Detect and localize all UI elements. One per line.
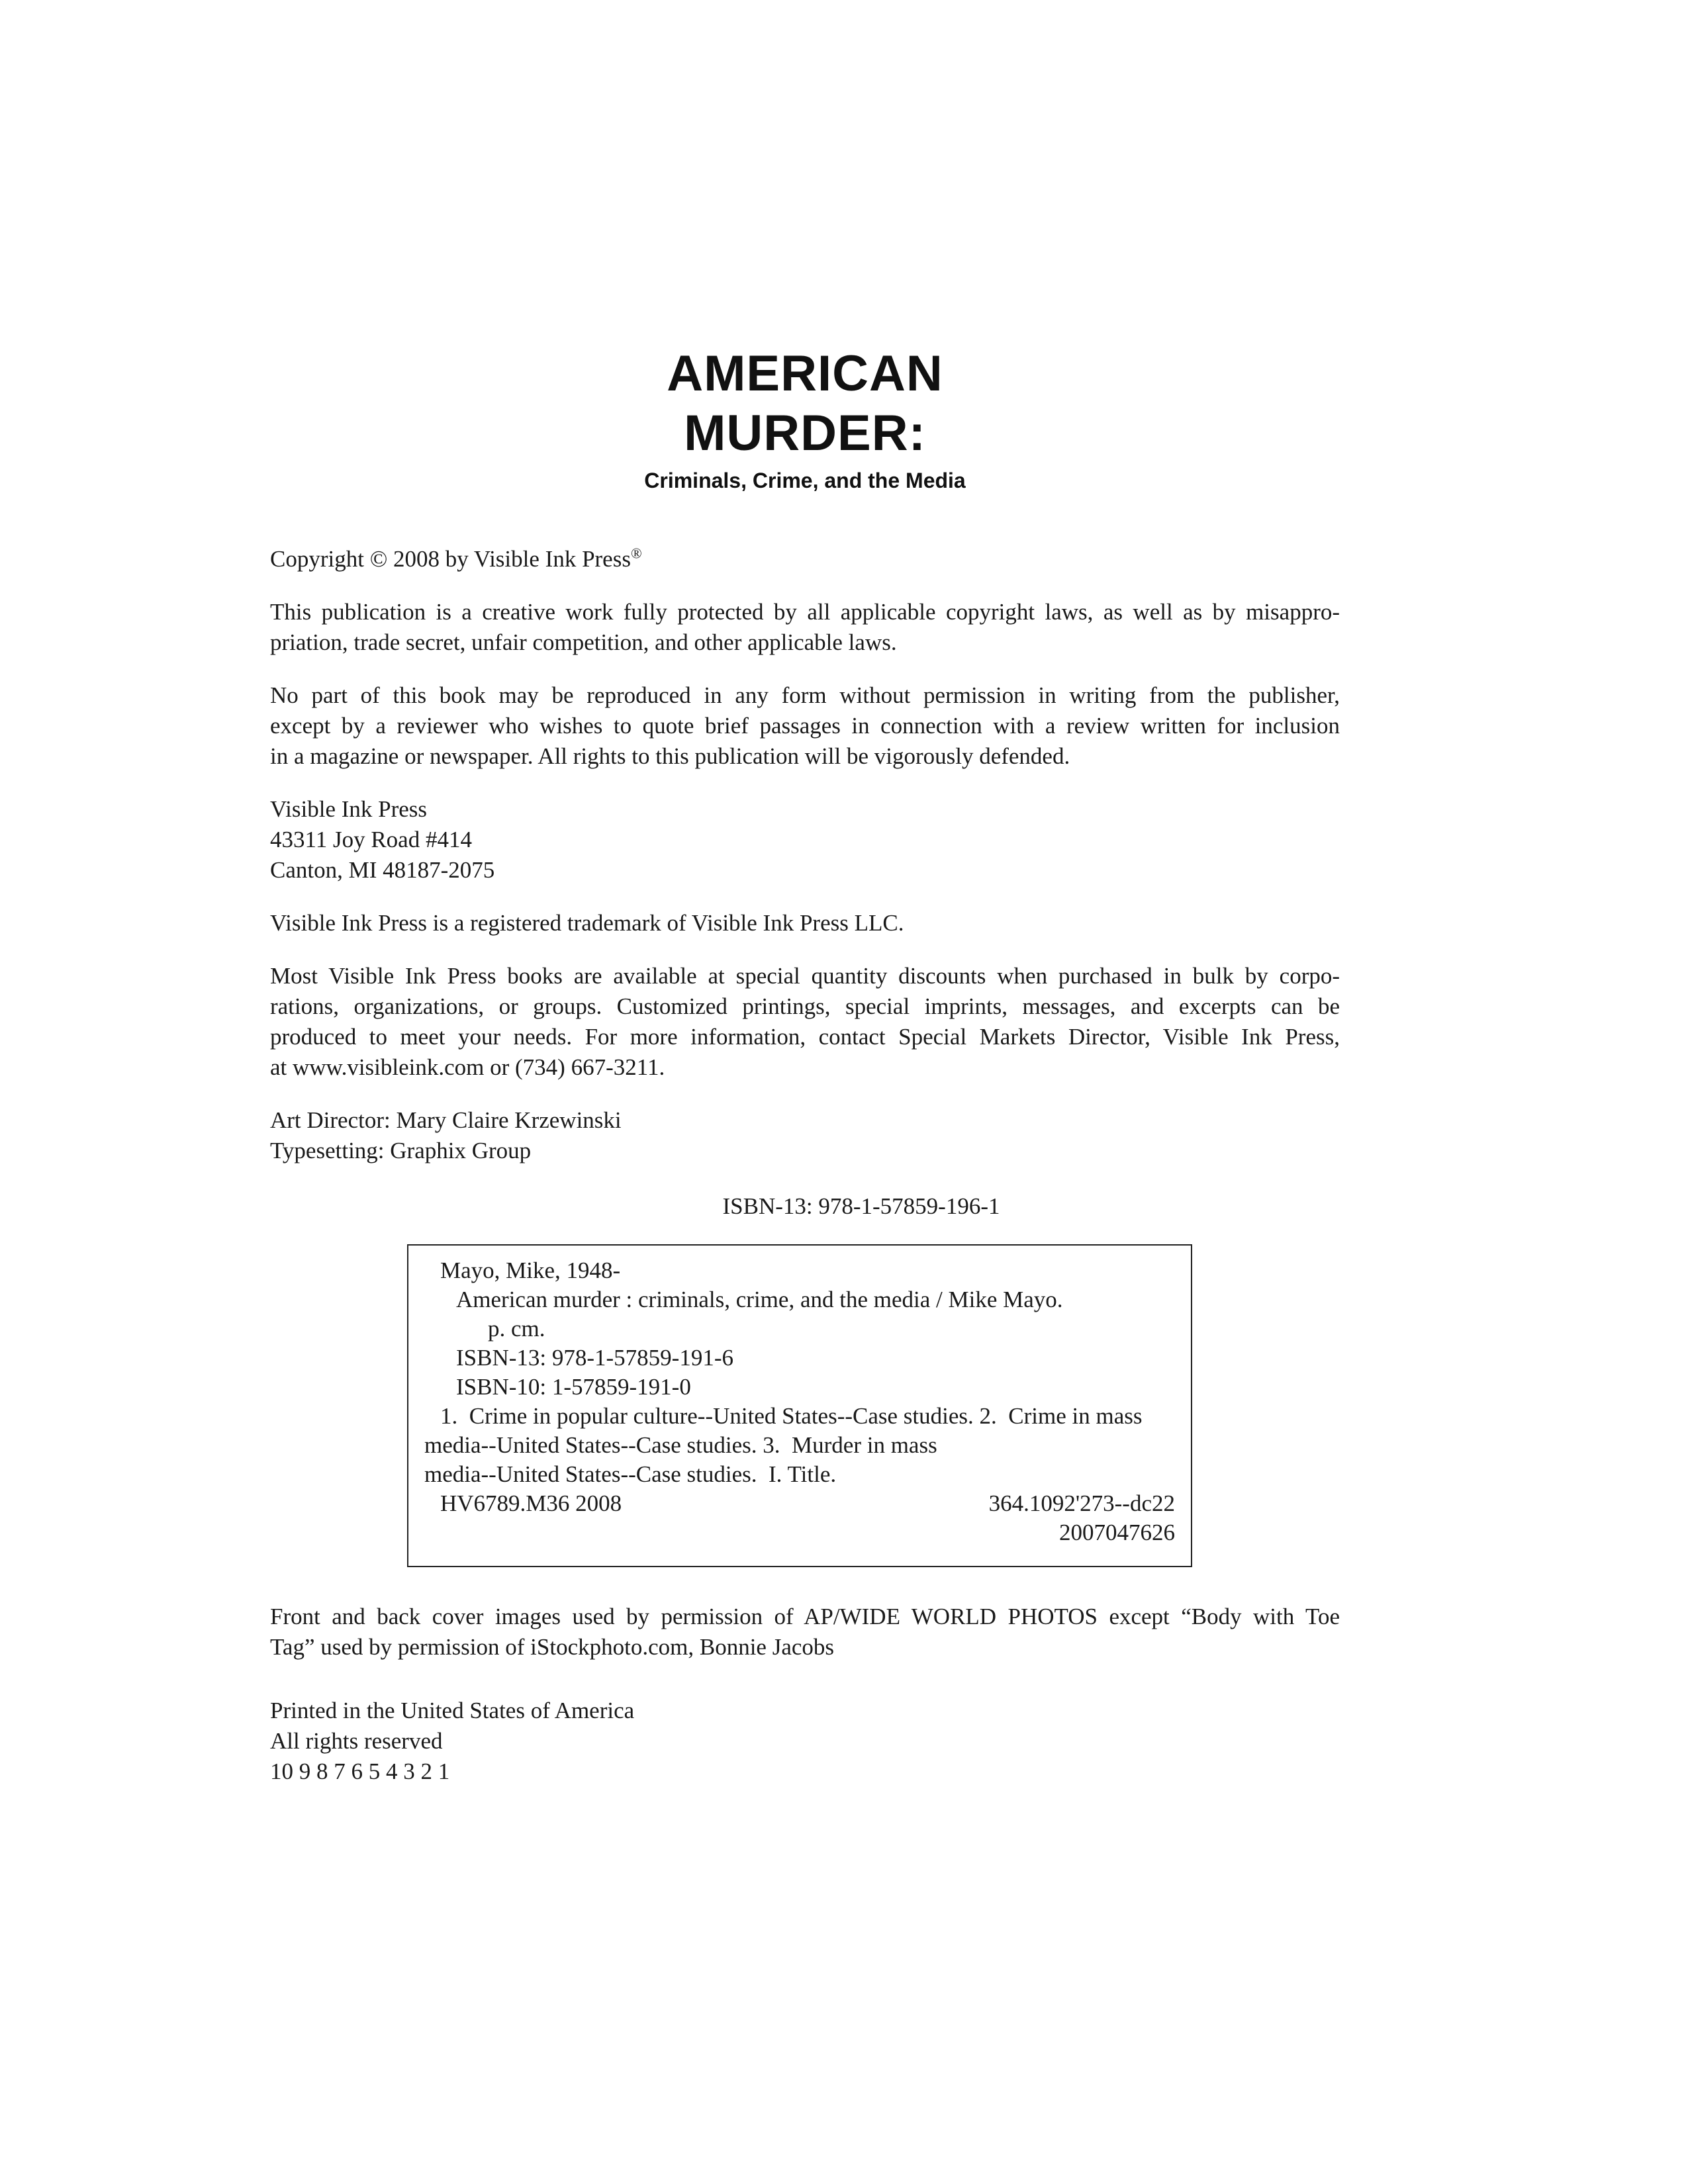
trademark-notice: Visible Ink Press is a registered trademark of Visible Ink Press LLC.	[270, 910, 904, 936]
bulk-line-3: produced to meet your needs. For more information, contact Special Markets Director, Visible Ink Press,	[270, 1024, 1340, 1050]
publisher-street: 43311 Joy Road #414	[270, 827, 472, 852]
copyright-text: Copyright © 2008 by Visible Ink Press	[270, 546, 631, 572]
bulk-sales-paragraph	[270, 961, 1340, 1083]
protection-paragraph	[270, 597, 1340, 658]
cover-credit-line-2: Tag” used by permission of iStockphoto.com, Bonnie Jacobs	[270, 1634, 835, 1660]
cip-classification-row	[424, 1489, 1175, 1518]
copyright-page	[270, 344, 1340, 1787]
typesetting-credit: Typesetting: Graphix Group	[270, 1138, 532, 1163]
cip-author: Mayo, Mike, 1948-	[440, 1257, 621, 1283]
cip-subjects-line-1: 1. Crime in popular culture--United States--Case studies. 2. Crime in mass	[440, 1403, 1143, 1429]
registered-mark: ®	[630, 545, 642, 562]
cip-dewey: 364.1092'273--dc22	[988, 1490, 1175, 1516]
isbn-line: ISBN-13: 978-1-57859-196-1	[722, 1193, 1000, 1219]
reproduction-paragraph	[270, 680, 1340, 772]
cip-lccn: 2007047626	[1059, 1520, 1175, 1545]
rights-reserved: All rights reserved	[270, 1728, 443, 1754]
title-block	[270, 344, 1340, 495]
printing-info	[270, 1696, 1340, 1787]
cover-credit-line-1: Front and back cover images used by permission of AP/WIDE WORLD PHOTOS except “Body with Toe	[270, 1604, 1340, 1629]
bulk-line-2: rations, organizations, or groups. Customized printings, special imprints, messages, and excerpts can be	[270, 993, 1340, 1019]
cip-lc-class: HV6789.M36 2008	[440, 1490, 622, 1516]
cip-data-box	[407, 1244, 1192, 1567]
reproduction-line-1: No part of this book may be reproduced in any form without permission in writing from the publisher,	[270, 682, 1340, 708]
copyright-notice	[270, 544, 1340, 574]
reproduction-line-2: except by a reviewer who wishes to quote brief passages in connection with a review written for inclusion	[270, 713, 1340, 739]
bulk-line-4: at www.visibleink.com or (734) 667-3211.	[270, 1054, 665, 1080]
reproduction-line-3: in a magazine or newspaper. All rights to this publication will be vigorously defended.	[270, 743, 1070, 769]
bulk-line-1: Most Visible Ink Press books are available at special quantity discounts when purchased in bulk by corpo-	[270, 963, 1340, 989]
publisher-city: Canton, MI 48187-2075	[270, 857, 495, 883]
cip-isbn13: ISBN-13: 978-1-57859-191-6	[456, 1345, 733, 1371]
cip-title: American murder : criminals, crime, and the media / Mike Mayo.	[456, 1287, 1063, 1312]
publisher-address	[270, 794, 1340, 886]
production-credits	[270, 1105, 1340, 1166]
book-title-line-1: AMERICAN	[667, 345, 943, 402]
cover-credit-paragraph	[270, 1602, 1340, 1662]
book-title-line-2: MURDER:	[684, 405, 926, 461]
printing-numbers: 10 9 8 7 6 5 4 3 2 1	[270, 1758, 450, 1784]
cip-subjects-line-2: media--United States--Case studies. 3. Murder in mass	[424, 1432, 937, 1458]
cip-pages: p. cm.	[488, 1316, 545, 1342]
book-subtitle: Criminals, Crime, and the Media	[644, 469, 966, 492]
protection-line-1: This publication is a creative work fully protected by all applicable copyright laws, as well as by misappro-	[270, 599, 1340, 625]
printed-in: Printed in the United States of America	[270, 1698, 635, 1723]
publisher-name: Visible Ink Press	[270, 796, 428, 822]
art-director-credit: Art Director: Mary Claire Krzewinski	[270, 1107, 622, 1133]
cip-isbn10: ISBN-10: 1-57859-191-0	[456, 1374, 691, 1400]
cip-subjects-line-3: media--United States--Case studies. I. Title.	[424, 1461, 837, 1487]
protection-line-2: priation, trade secret, unfair competition, and other applicable laws.	[270, 629, 897, 655]
